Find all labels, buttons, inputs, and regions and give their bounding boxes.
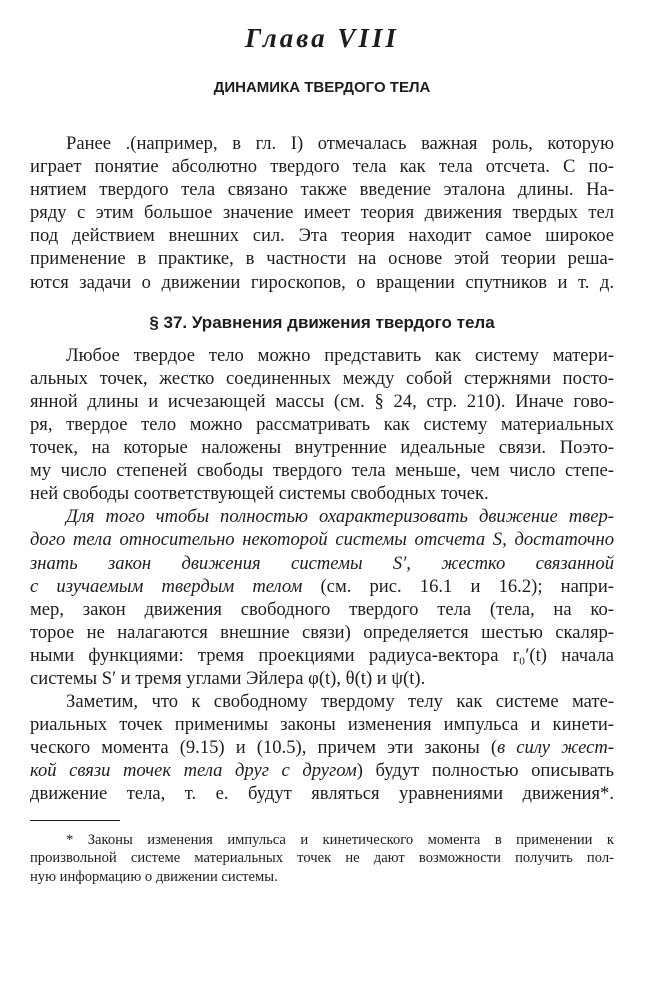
paragraph-rigid-body-definition: [30, 344, 614, 506]
text-line-mixed: [30, 759, 614, 782]
footnote-line: произвольной системе материальных точек не дают возможности получить пол-: [30, 850, 614, 867]
text-line: системы S′ и тремя углами Эйлера φ(t), θ(t) и ψ(t).: [30, 667, 426, 689]
text-line: альных точек, жестко соединенных между собой стержнями посто-: [30, 367, 614, 389]
intro-paragraph: [30, 132, 614, 294]
plain-phrase: ческого момента (9.15) и (10.5), причем эти законы (: [30, 737, 498, 759]
italic-phrase: с изучаемым твердым телом: [30, 575, 303, 597]
text-line: ря, твердое тело можно рассматривать как систему материальных: [30, 413, 614, 435]
book-page: [0, 22, 650, 992]
text-line: мер, закон движения свободного твердого тела (тела, на ко-: [30, 598, 614, 620]
text-line: янной длины и исчезающей массы (см. § 24, стр. 210). Иначе гово-: [30, 390, 614, 412]
chapter-subtitle: ДИНАМИКА ТВЕРДОГО ТЕЛА: [213, 79, 431, 96]
text-line: нятием твердого тела связано также введение эталона длины. На-: [30, 179, 614, 201]
paragraph-motion-law: [30, 505, 614, 690]
text-line: ными функциями: тремя проекциями радиуса-вектора r₀′(t) начала: [30, 644, 614, 666]
text-line: ются задачи о движении гироскопов, о вращении спутников и т. д.: [30, 271, 614, 293]
text-line-italic: Для того чтобы полностью охарактеризовать движение твер-: [66, 506, 614, 528]
italic-phrase: кой связи точек тела друг с другом: [30, 760, 357, 782]
footnote-line: ную информацию о движении системы.: [30, 868, 278, 885]
text-line: движение тела, т. е. будут являться уравнениями движения*.: [30, 783, 614, 805]
text-line: ней свободы соответствующей системы свободных точек.: [30, 483, 489, 505]
footnote-line: * Законы изменения импульса и кинетического момента в применении к: [66, 831, 614, 848]
text-line: Заметим, что к свободному твердому телу как системе мате-: [66, 691, 614, 713]
section-heading: § 37. Уравнения движения твердого тела: [149, 312, 495, 332]
text-line: играет понятие абсолютно твердого тела как тела отсчета. С по-: [30, 156, 614, 178]
text-line: точек, на которые наложены внутренние идеальные связи. Поэто-: [30, 437, 614, 459]
text-line: под действием внешних сил. Эта теория находит самое широкое: [30, 225, 614, 247]
text-line-italic: знать закон движения системы S′, жестко связанной: [30, 552, 614, 574]
text-line-mixed: [30, 736, 614, 759]
text-line: му число степеней свободы твердого тела меньше, чем число степе-: [30, 460, 614, 482]
text-line: Ранее .(например, в гл. I) отмечалась важная роль, которую: [66, 133, 614, 154]
plain-phrase: ) будут полностью описывать: [356, 760, 614, 782]
text-line-italic: дого тела относительно некоторой системы отсчета S, достаточно: [30, 529, 614, 551]
footnote-divider: [30, 820, 120, 821]
plain-phrase: (см. рис. 16.1 и 16.2); напри-: [302, 575, 614, 597]
paragraph-conservation-laws: [30, 690, 614, 805]
italic-phrase: в силу жест-: [497, 737, 614, 759]
text-line: торое не налагаются внешние связи) определяется шестью скаляр-: [30, 621, 614, 643]
chapter-title: Глава VIII: [245, 23, 399, 53]
text-line-mixed: [30, 575, 614, 598]
text-line: ряду с этим большое значение имеет теория движения твердых тел: [30, 202, 614, 224]
text-line: Любое твердое тело можно представить как систему матери-: [66, 344, 614, 366]
text-line: риальных точек применимы законы изменения импульса и кинети-: [30, 714, 614, 736]
text-line: применение в практике, в частности на основе этой теории реша-: [30, 248, 614, 270]
footnote: [30, 831, 614, 887]
